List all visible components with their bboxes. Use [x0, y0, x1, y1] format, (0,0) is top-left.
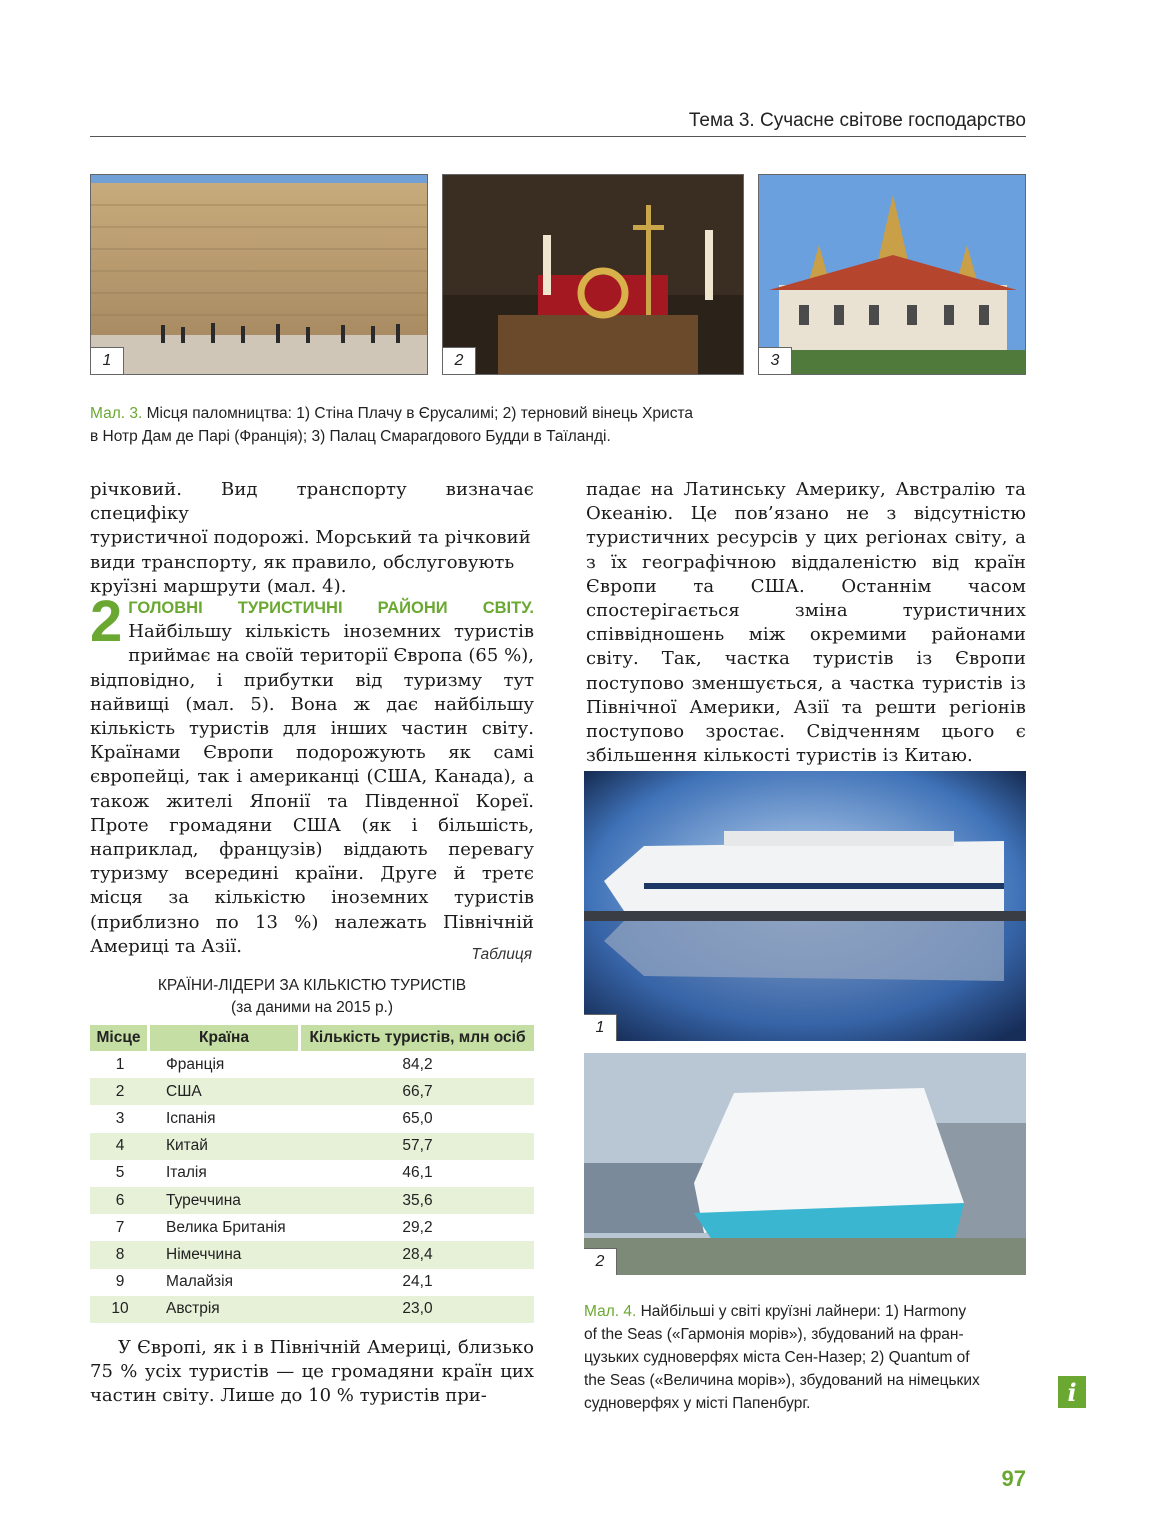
page-header-title: Тема 3. Сучасне світове господарство: [688, 110, 1026, 131]
caption-line: of the Seas («Гармонія морів»), збудований на фран-: [584, 1326, 964, 1343]
column-header: Кількість туристів, млн осіб: [301, 1025, 534, 1051]
table-cell: 24,1: [402, 1273, 433, 1291]
table-note: Таблиця: [471, 946, 532, 963]
table-row: [90, 1051, 534, 1078]
table-cell: 3: [115, 1109, 125, 1127]
table-cell: 8: [90, 1241, 150, 1268]
table-cell: Китай: [150, 1133, 301, 1160]
caption-line: цузьких судноверфях міста Сен-Назер; 2) Quantum of: [584, 1349, 970, 1366]
caption-line: Місця паломництва: 1) Стіна Плачу в Єрусалимі; 2) терновий вінець Христа: [142, 405, 694, 422]
figure-3-label: Мал. 3.: [90, 405, 143, 422]
top-countries-table: [90, 1025, 534, 1323]
table-cell: 4: [90, 1133, 150, 1160]
table-cell: 2: [90, 1078, 150, 1105]
section-number: 2: [90, 589, 123, 654]
table-cell: Малайзія: [166, 1273, 233, 1291]
table-title: КРАЇНИ-ЛІДЕРИ ЗА КІЛЬКІСТЮ ТУРИСТІВ: [157, 977, 467, 994]
figure-4-caption: [584, 1300, 1029, 1415]
left-column-bottom: У Європі, як і в Північній Америці, близько 75 % усіх туристів — це громадяни країн цих частин світу. Лише до 10 % туристів при-: [90, 1337, 534, 1407]
table-row: [90, 1241, 534, 1268]
caption-line: Найбільші у світі круїзні лайнери: 1) Harmony: [636, 1303, 967, 1320]
page-number: 97: [1001, 1466, 1026, 1491]
table-row: [90, 1296, 534, 1323]
table-cell: 1: [115, 1055, 125, 1073]
table-cell: Іспанія: [166, 1109, 216, 1127]
photo-harmony-of-the-seas: [584, 771, 1026, 1041]
table-cell: 6: [90, 1187, 150, 1214]
table-row: [90, 1160, 534, 1187]
figure-4-label: Мал. 4.: [584, 1303, 637, 1320]
table-cell: 9: [115, 1273, 125, 1291]
table-cell: 65,0: [402, 1109, 433, 1127]
table-cell: Велика Британія: [166, 1218, 286, 1236]
table-subtitle: (за даними на 2015 р.): [230, 999, 394, 1016]
text-line: річковий. Вид транспорту визначає специфіку: [90, 479, 534, 525]
photo-number: 3: [759, 347, 792, 374]
column-header: Місце: [90, 1025, 150, 1051]
info-icon: i: [1058, 1376, 1086, 1408]
photo-crown-of-thorns: [442, 174, 744, 375]
table-row: [90, 1078, 534, 1105]
table-cell: 28,4: [301, 1241, 534, 1268]
table-cell: 23,0: [301, 1296, 534, 1323]
table-cell: Туреччина: [150, 1187, 301, 1214]
column-header: Країна: [150, 1025, 301, 1051]
section-body: Найбільшу кількість іноземних туристів приймає на своїй території Європа (65 %), відповідно, і прибутки від туризму тут найвищі (мал. 5). Вона ж дає найбільшу кількість туристів для інших частин світу. Країнами Європи подорожують як самі європейці, так і американці (США, Канада), а також жителі Японії та Південної Кореї. Проте громадяни США (як і більшість, наприклад, французів) віддають перевагу туризму всередині країни. Друге й третє місця за кількістю іноземних туристів (приблизно по 13 %) належать Північній Америці та Азії.: [90, 621, 534, 957]
table-cell: 5: [115, 1164, 125, 1182]
section-heading: ГОЛОВНІ ТУРИСТИЧНІ РАЙОНИ СВІТУ.: [128, 599, 534, 617]
table-row: [90, 1133, 534, 1160]
table-cell: 84,2: [402, 1055, 433, 1073]
header-divider: [90, 136, 1026, 137]
figure-3-caption: [90, 402, 810, 448]
table-title-block: [90, 975, 534, 1019]
table-row: [90, 1269, 534, 1296]
table-cell: 35,6: [301, 1187, 534, 1214]
section-2: [90, 589, 534, 959]
photo-number: 2: [443, 347, 476, 374]
table-cell: 46,1: [402, 1164, 433, 1182]
photo-quantum-of-the-seas: [584, 1053, 1026, 1275]
table-cell: 57,7: [301, 1133, 534, 1160]
text-line: круїзні маршрути (мал. 4).: [90, 575, 347, 597]
caption-line: судноверфях у місті Папенбург.: [584, 1395, 811, 1412]
table-cell: Австрія: [150, 1296, 301, 1323]
table-row: [90, 1214, 534, 1241]
table-cell: США: [150, 1078, 301, 1105]
right-column-text: падає на Латинську Америку, Австралію та Океанію. Це пов’язано не з відсутністю туристичних ресурсів у цих регіонах світу, а з їх географічною віддаленістю від країн Європи та США. Останнім часом спостерігається зміна туристичних співвідношень між окремими районами світу. Так, частка туристів із Європи поступово зменшується, а частка туристів із Північної Америки, Азії та решти регіонів поступово зростає. Свідченням цього є збільшення кількості туристів із Китаю.: [586, 479, 1026, 767]
left-column-intro: [90, 478, 534, 599]
photo-western-wall: [90, 174, 428, 375]
photo-number: 1: [91, 347, 124, 374]
table-cell: Італія: [166, 1164, 207, 1182]
text-line: види транспорту, як правило, обслуговують: [90, 551, 515, 573]
table-cell: Франція: [166, 1055, 225, 1073]
table-cell: 10: [90, 1296, 150, 1323]
table-row: [90, 1105, 534, 1132]
text-line: туристичної подорожі. Морський та річковий: [90, 527, 531, 549]
photo-number: 2: [584, 1248, 617, 1275]
table-cell: 7: [115, 1218, 125, 1236]
caption-line: the Seas («Величина морів»), збудований на німецьких: [584, 1372, 980, 1389]
photo-emerald-buddha-palace: [758, 174, 1026, 375]
caption-line: в Нотр Дам де Парі (Франція); 3) Палац Смарагдового Будди в Таїланді.: [90, 428, 611, 445]
photo-number: 1: [584, 1014, 617, 1041]
table-cell: 29,2: [402, 1218, 433, 1236]
table-cell: Німеччина: [150, 1241, 301, 1268]
table-cell: 66,7: [301, 1078, 534, 1105]
table-row: [90, 1187, 534, 1214]
